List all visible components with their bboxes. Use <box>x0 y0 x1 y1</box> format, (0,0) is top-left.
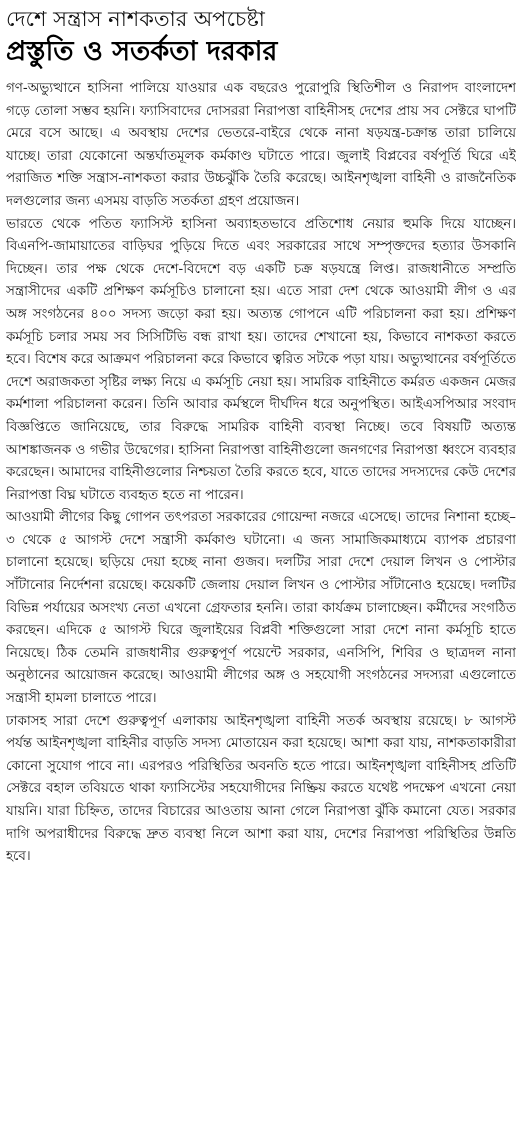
paragraph-1: গণ-অভ্যুত্থানে হাসিনা পালিয়ে যাওয়ার এক বছরেও পুরোপুরি স্থিতিশীল ও নিরাপদ বাংলাদেশ গড়ে তোলা সম্ভব হয়নি। ফ্যাসিবাদের দোসররা নিরাপত্তা বাহিনীসহ দেশের প্রায় সব সেক্টরে ঘাপটি মেরে বসে আছে। এ অবস্থায় দেশের ভেতরে-বাইরে থেকে নানা ষড়যন্ত্র-চক্রান্ত তারা চালিয়ে যাচ্ছে। তারা যেকোনো অন্তর্ঘাতমূলক কর্মকাণ্ড ঘটাতে পারে। জুলাই বিপ্লবের বর্ষপূর্তি ঘিরে এই পরাজিত শক্তি সন্ত্রাস-নাশকতা করার উচ্চঝুঁকি তৈরি করেছে। আইনশৃঙ্খলা বাহিনী ও রাজনৈতিক দলগুলোর জন্য এসময় বাড়তি সতর্কতা গ্রহণ প্রয়োজন। <box>6 81 516 209</box>
editorial-article <box>6 4 516 1140</box>
article-headline: প্রস্তুতি ও সতর্কতা দরকার <box>6 36 278 67</box>
paragraph-2: ভারতে থেকে পতিত ফ্যাসিস্ট হাসিনা অব্যাহতভাবে প্রতিশোধ নেয়ার হুমকি দিয়ে যাচ্ছেন। বিএনপি-জামায়াতের বাড়িঘর পুড়িয়ে দিতে এবং সরকারের সাথে সম্পৃক্তদের হত্যার উসকানি দিচ্ছেন। তার পক্ষ থেকে দেশে-বিদেশে বড় একটি চক্র ষড়যন্ত্রে লিপ্ত। রাজধানীতে সম্প্রতি সন্ত্রাসীদের একটি প্রশিক্ষণ কর্মসূচিও চালানো হয়। এতে সারা দেশ থেকে আওয়ামী লীগ ও এর অঙ্গ সংগঠনের ৪০০ সদস্য জড়ো করা হয়। অত্যন্ত গোপনে এটি পরিচালনা করা হয়। প্রশিক্ষণ কর্মসূচি চলার সময় সব সিসিটিভি বন্ধ রাখা হয়। তাদের শেখানো হয়, কিভাবে নাশকতা করতে হবে। বিশেষ করে আক্রমণ পরিচালনা করে কিভাবে ত্বরিত সটকে পড়া যায়। অভ্যুত্থানের বর্ষপূর্তিতে দেশে অরাজকতা সৃষ্টির লক্ষ্য নিয়ে এ কর্মসূচি নেয়া হয়। সামরিক বাহিনীতে কর্মরত একজন মেজর কর্মশালা পরিচালনা করেন। তিনি আবার কর্মস্থলে দীর্ঘদিন ধরে অনুপস্থিত। আইএসপিআর সংবাদ বিজ্ঞপ্তিতে জানিয়েছে, তার বিরুদ্ধে সামরিক বাহিনী ব্যবস্থা নিচ্ছে। তবে বিষয়টি অত্যন্ত আশঙ্কাজনক ও গভীর উদ্বেগের। হাসিনা নিরাপত্তা বাহিনীগুলো জনগণের নিরাপত্তা ধ্বংসে ব্যবহার করেছেন। আমাদের বাহিনীগুলোর নিশ্চয়তা তৈরি করতে হবে, যাতে তাদের সদস্যদের কেউ দেশের নিরাপত্তা বিঘ্ন ঘটাতে ব্যবহৃত হতে না পারেন। <box>6 216 516 503</box>
paragraph-3: আওয়ামী লীগের কিছু গোপন তৎপরতা সরকারের গোয়েন্দা নজরে এসেছে। তাদের নিশানা হচ্ছে– ৩ থেকে ৫ আগস্ট দেশে সন্ত্রাসী কর্মকাণ্ড ঘটানো। এ জন্য সামাজিকমাধ্যমে ব্যাপক প্রচারণা চালানো হয়েছে। ছড়িয়ে দেয়া হচ্ছে নানা গুজব। দলটির সারা দেশে দেয়াল লিখন ও পোস্টার সাঁটানোর নির্দেশনা রয়েছে। কয়েকটি জেলায় দেয়াল লিখন ও পোস্টার সাঁটানোও হয়েছে। দলটির বিভিন্ন পর্যায়ের অসংখ্য নেতা এখনো গ্রেফতার হননি। তারা কার্যক্রম চালাচ্ছেন। কর্মীদের সংগঠিত করছেন। এদিকে ৫ আগস্ট ঘিরে জুলাইয়ের বিপ্লবী শক্তিগুলো সারা দেশে নানা কর্মসূচি হাতে নিয়েছে। ঠিক তেমনি রাজধানীর গুরুত্বপূর্ণ পয়েন্টে সরকার, এনসিপি, শিবির ও ছাত্রদল নানা অনুষ্ঠানের আয়োজন করেছে। আওয়ামী লীগের অঙ্গ ও সহযোগী সংগঠনের সদস্যরা এগুলোতে সন্ত্রাসী হামলা চালাতে পারে। <box>6 510 516 707</box>
article-kicker: দেশে সন্ত্রাস নাশকতার অপচেষ্টা <box>6 7 265 31</box>
paragraph-4: ঢাকাসহ সারা দেশে গুরুত্বপূর্ণ এলাকায় আইনশৃঙ্খলা বাহিনী সতর্ক অবস্থায় রয়েছে। ৮ আগস্ট পর্যন্ত আইনশৃঙ্খলা বাহিনীর বাড়তি সদস্য মোতায়েন করা হয়েছে। আশা করা যায়, নাশকতাকারীরা কোনো সুযোগ পাবে না। এরপরও পরিস্থিতির অবনতি হতে পারে। আইনশৃঙ্খলা বাহিনীসহ প্রতিটি সেক্টরে বহাল তবিয়তে থাকা ফ্যাসিস্টের সহযোগীদের নিষ্ক্রিয় করতে যথেষ্ট পদক্ষেপ এখনো নেয়া যায়নি। যারা চিহ্নিত, তাদের বিচারের আওতায় আনা গেলে নিরাপত্তা ঝুঁকি কমানো যেত। সরকার দাগি অপরাধীদের বিরুদ্ধে দ্রুত ব্যবস্থা নিলে আশা করা যায়, দেশের নিরাপত্তা পরিস্থিতির উন্নতি হবে। <box>6 713 516 865</box>
